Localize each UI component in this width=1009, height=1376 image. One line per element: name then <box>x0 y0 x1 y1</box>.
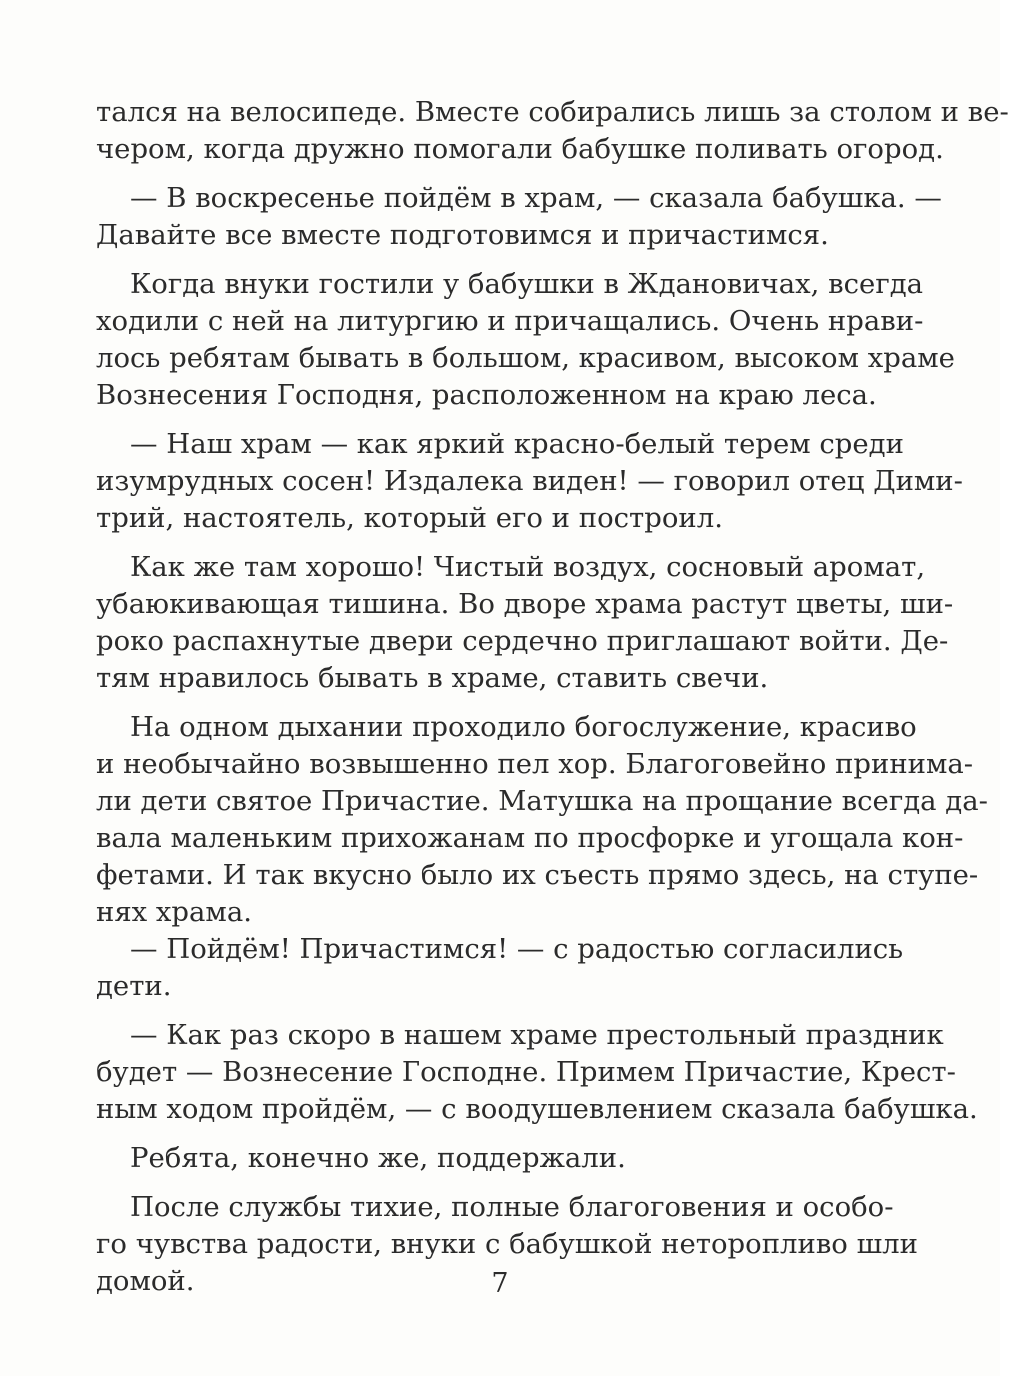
text-line: Давайте все вместе подготовимся и причастимся. <box>96 219 829 251</box>
text-line: Как же там хорошо! Чистый воздух, сосновый аромат, <box>130 551 926 583</box>
text-line: — Наш храм — как яркий красно-белый терем среди <box>130 428 904 460</box>
text-line: После службы тихие, полные благоговения и особо- <box>130 1191 894 1223</box>
text-line: Когда внуки гостили у бабушки в Ждановичах, всегда <box>130 268 924 300</box>
text-line: тям нравилось бывать в храме, ставить свечи. <box>96 662 769 694</box>
text-line: фетами. И так вкусно было их съесть прямо здесь, на ступе- <box>96 859 979 891</box>
text-line: ходили с ней на литургию и причащались. Очень нрави- <box>96 305 924 337</box>
text-line: — В воскресенье пойдём в храм, — сказала бабушка. — <box>130 182 942 214</box>
page-number: 7 <box>491 1268 509 1299</box>
text-line: чером, когда дружно помогали бабушке поливать огород. <box>96 133 944 165</box>
text-line: будет — Вознесение Господне. Примем Причастие, Крест- <box>96 1056 956 1088</box>
text-line: роко распахнутые двери сердечно приглашают войти. Де- <box>96 625 949 657</box>
text-line: лось ребятам бывать в большом, красивом, высоком храме <box>96 342 955 374</box>
text-line: ным ходом пройдём, — с воодушевлением сказала бабушка. <box>96 1093 978 1125</box>
text-line: нях храма. <box>96 896 252 928</box>
text-line: На одном дыхании проходило богослужение, красиво <box>130 711 917 743</box>
text-line: — Как раз скоро в нашем храме престольный праздник <box>130 1019 944 1051</box>
text-line: ли дети святое Причастие. Матушка на прощание всегда да- <box>96 785 988 817</box>
text-line: Ребята, конечно же, поддержали. <box>130 1142 626 1174</box>
body-text <box>96 94 1009 1300</box>
text-line: вала маленьким прихожанам по просфорке и угощала кон- <box>96 822 964 854</box>
text-line: — Пойдём! Причастимся! — с радостью согласились <box>130 933 904 965</box>
text-line: трий, настоятель, который его и построил. <box>96 502 723 534</box>
text-line: тался на велосипеде. Вместе собирались лишь за столом и ве- <box>96 96 1009 128</box>
text-line: изумрудных сосен! Издалека виден! — говорил отец Дими- <box>96 465 963 497</box>
text-line: и необычайно возвышенно пел хор. Благоговейно принима- <box>96 748 974 780</box>
text-line: го чувства радости, внуки с бабушкой неторопливо шли <box>96 1228 918 1260</box>
text-line: Вознесения Господня, расположенном на краю леса. <box>96 379 877 411</box>
text-line: убаюкивающая тишина. Во дворе храма растут цветы, ши- <box>96 588 954 620</box>
text-line: домой. <box>96 1265 195 1297</box>
text-line: дети. <box>96 970 172 1002</box>
